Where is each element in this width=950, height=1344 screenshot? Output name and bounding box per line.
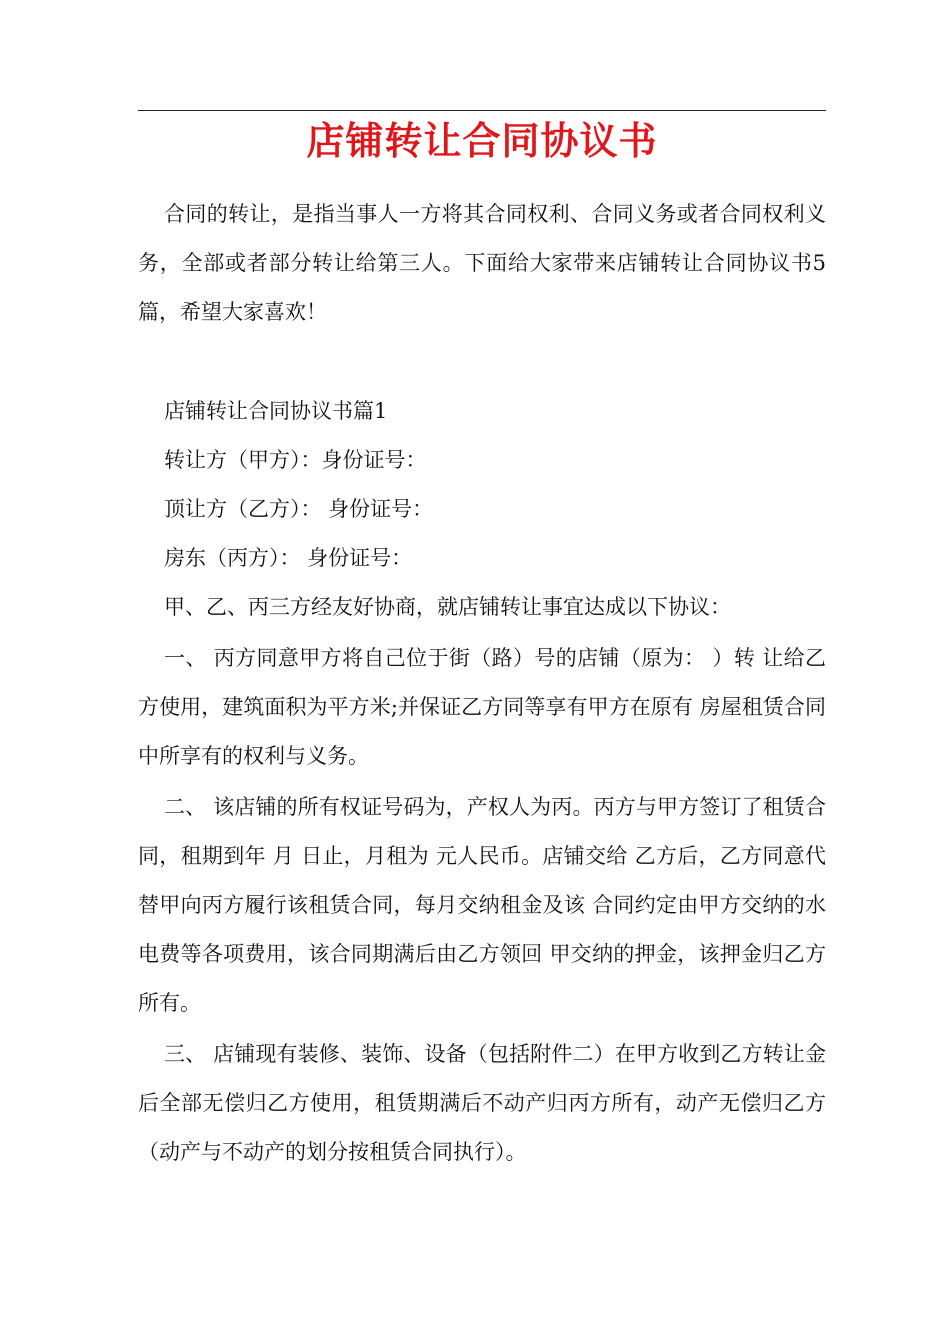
party-a-line: 转让方（甲方）：身份证号： [164,448,427,472]
header-rule [138,110,826,111]
clause-3: 三、 店铺现有装修、装饰、设备（包括附件二）在甲方收到乙方转让金后全部无偿归乙方使用，租赁期满后不动产归丙方所有，动产无偿归乙方（动产与不动产的划分按租赁合同执行）。 [138,1042,826,1164]
section-heading: 店铺转让合同协议书篇1 [164,399,388,423]
clause-1: 一、 丙方同意甲方将自己位于街（路）号的店铺（原为： ）转 让给乙方使用，建筑面积为平方米;并保证乙方同等享有甲方在原有 房屋租赁合同中所享有的权利与义务。 [138,646,826,768]
document-body [138,190,826,1177]
party-b-line: 顶让方（乙方）： 身份证号： [164,497,434,521]
party-c-line: 房东（丙方）： 身份证号： [164,546,413,570]
intro-paragraph: 合同的转让，是指当事人一方将其合同权利、合同义务或者合同权利义务，全部或者部分转让给第三人。下面给大家带来店铺转让合同协议书5篇，希望大家喜欢！ [138,202,826,324]
agreement-intro: 甲、乙、丙三方经友好协商，就店铺转让事宜达成以下协议： [164,595,731,619]
document-title: 店铺转让合同协议书 [306,118,658,163]
clause-2: 二、 该店铺的所有权证号码为，产权人为丙。丙方与甲方签订了租赁合同，租期到年 月 日止，月租为 元人民币。店铺交给 乙方后，乙方同意代替甲向丙方履行该租赁合同，每月交纳租金及该 合同约定由甲方交纳的水电费等各项费用，该合同期满后由乙方领回 甲交纳的押金，该押金归乙方所有。 [138,795,826,1015]
